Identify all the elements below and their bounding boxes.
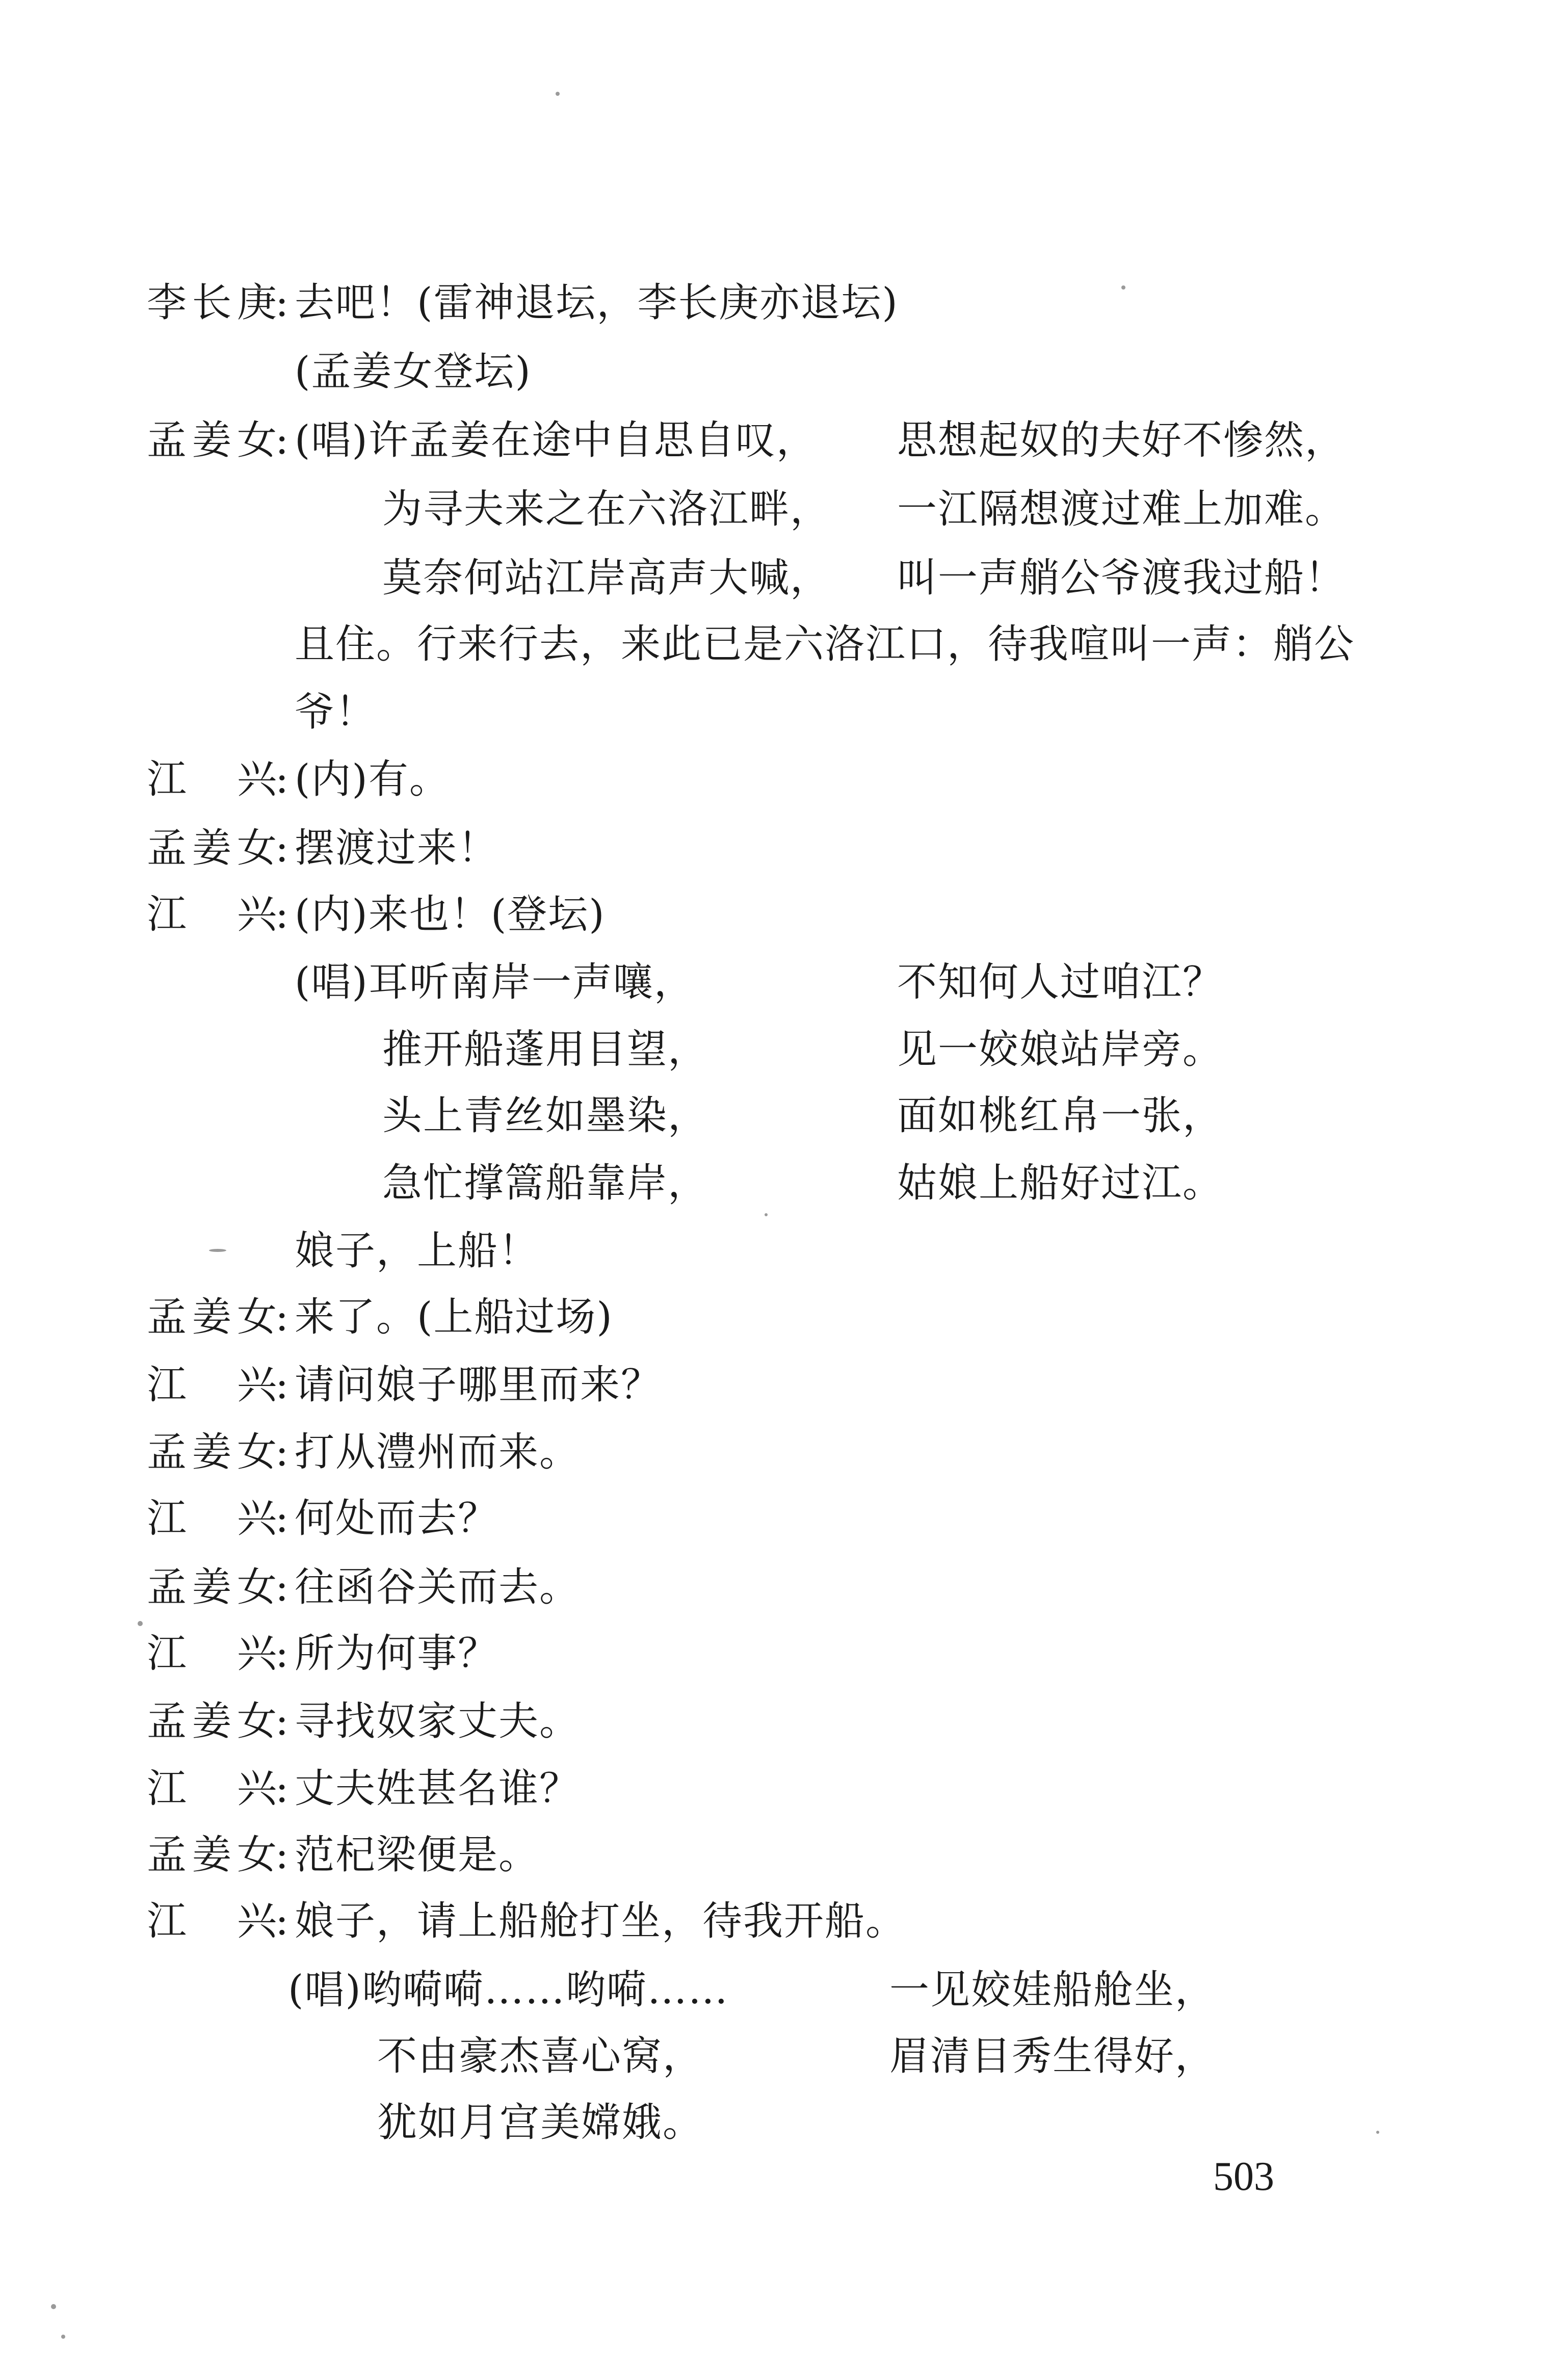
dialogue-text: 范杞梁便是。 <box>295 1832 540 1878</box>
verse-first-half: 犹如月宫美嫦娥。 <box>377 2100 704 2146</box>
speaker-label: 孟 姜 女 <box>147 1564 277 1610</box>
colon: : <box>275 1631 289 1677</box>
colon: : <box>275 1429 289 1475</box>
speaker-label: 江 兴 <box>147 1631 277 1677</box>
verse-first-half: 不由豪杰喜心窝， <box>377 2033 704 2079</box>
colon: : <box>275 825 289 871</box>
colon: : <box>275 1898 289 1944</box>
colon: : <box>275 1832 289 1878</box>
colon: : <box>275 1362 289 1408</box>
verse-second-half: 不知何人过咱江？ <box>897 959 1224 1005</box>
dialogue-text: 丈夫姓甚名谁？ <box>295 1766 581 1812</box>
dialogue-text: 何处而去？ <box>295 1496 499 1541</box>
verse-first-half: (唱)许孟姜在途中自思自叹， <box>295 417 817 463</box>
speaker-label: 江 兴 <box>147 1496 277 1541</box>
verse-first-half: 急忙撑篙船靠岸， <box>382 1160 709 1206</box>
verse-second-half: 一见姣娃船舱坐， <box>889 1967 1216 2013</box>
scan-speck <box>1376 2131 1379 2134</box>
verse-second-half: 思想起奴的夫好不惨然， <box>897 417 1346 463</box>
dialogue-text: 摆渡过来！ <box>295 825 499 871</box>
colon: : <box>275 280 289 326</box>
scan-speck <box>1121 285 1125 290</box>
stage-direction: (孟姜女登坛) <box>295 349 532 395</box>
dialogue-text: 娘子，请上船舱打坐，待我开船。 <box>295 1898 907 1944</box>
dialogue-text: 打从澧州而来。 <box>295 1429 581 1475</box>
page-number: 503 <box>1213 2154 1274 2199</box>
colon: : <box>275 417 289 463</box>
dialogue-text: 寻找奴家丈夫。 <box>295 1698 581 1744</box>
scan-speck <box>556 92 560 96</box>
speaker-label: 孟 姜 女 <box>147 1294 277 1340</box>
speaker-label: 江 兴 <box>147 1898 277 1944</box>
colon: : <box>275 1294 289 1340</box>
speaker-label: 孟 姜 女 <box>147 417 277 463</box>
colon: : <box>275 756 289 802</box>
verse-second-half: 叫一声艄公爷渡我过船！ <box>897 555 1346 601</box>
colon: : <box>275 1698 289 1744</box>
colon: : <box>275 892 289 937</box>
scan-speck <box>61 2335 65 2339</box>
verse-second-half: 眉清目秀生得好， <box>889 2033 1216 2079</box>
speaker-label: 江 兴 <box>147 756 277 802</box>
prose-line: 爷！ <box>295 689 377 735</box>
speaker-label: 孟 姜 女 <box>147 1698 277 1744</box>
scan-speck <box>209 1249 226 1252</box>
speaker-label: 江 兴 <box>147 1766 277 1812</box>
scan-speck <box>51 2304 56 2309</box>
speaker-label: 江 兴 <box>147 1362 277 1408</box>
verse-second-half: 面如桃红帛一张， <box>897 1093 1224 1139</box>
verse-second-half: 见一姣娘站岸旁。 <box>897 1027 1224 1073</box>
colon: : <box>275 1496 289 1541</box>
verse-second-half: 一江隔想渡过难上加难。 <box>897 486 1346 532</box>
verse-first-half: (唱)耳听南岸一声嚷， <box>295 959 695 1005</box>
dialogue-text: 来了。(上船过场) <box>295 1294 613 1340</box>
scan-speck <box>138 1621 143 1626</box>
dialogue-text: 往函谷关而去。 <box>295 1564 581 1610</box>
dialogue-text: (内)来也！(登坛) <box>295 892 606 937</box>
speaker-label: 孟 姜 女 <box>147 1429 277 1475</box>
verse-first-half: 推开船蓬用目望， <box>382 1027 709 1073</box>
verse-first-half: 莫奈何站江岸高声大喊， <box>382 555 831 601</box>
colon: : <box>275 1766 289 1812</box>
scan-speck <box>765 1213 768 1216</box>
prose-line: 且住。行来行去，来此已是六洛江口，待我喧叫一声：艄公 <box>295 621 1355 667</box>
prose-line: 娘子，上船！ <box>295 1228 540 1274</box>
speaker-label: 江 兴 <box>147 892 277 937</box>
speaker-label: 孟 姜 女 <box>147 1832 277 1878</box>
speaker-label: 孟 姜 女 <box>147 825 277 871</box>
dialogue-text: 所为何事？ <box>295 1631 499 1677</box>
speaker-label: 李 长 庚 <box>147 280 277 326</box>
verse-second-half: 姑娘上船好过江。 <box>897 1160 1224 1206</box>
verse-first-half: 头上青丝如墨染， <box>382 1093 709 1139</box>
dialogue-text: (内)有。 <box>295 756 450 802</box>
verse-first-half: (唱)哟嗬嗬……哟嗬…… <box>288 1967 729 2013</box>
colon: : <box>275 1564 289 1610</box>
dialogue-text: 请问娘子哪里而来？ <box>295 1362 662 1408</box>
dialogue-text: 去吧！(雷神退坛，李长庚亦退坛) <box>295 280 899 326</box>
verse-first-half: 为寻夫来之在六洛江畔， <box>382 486 831 532</box>
